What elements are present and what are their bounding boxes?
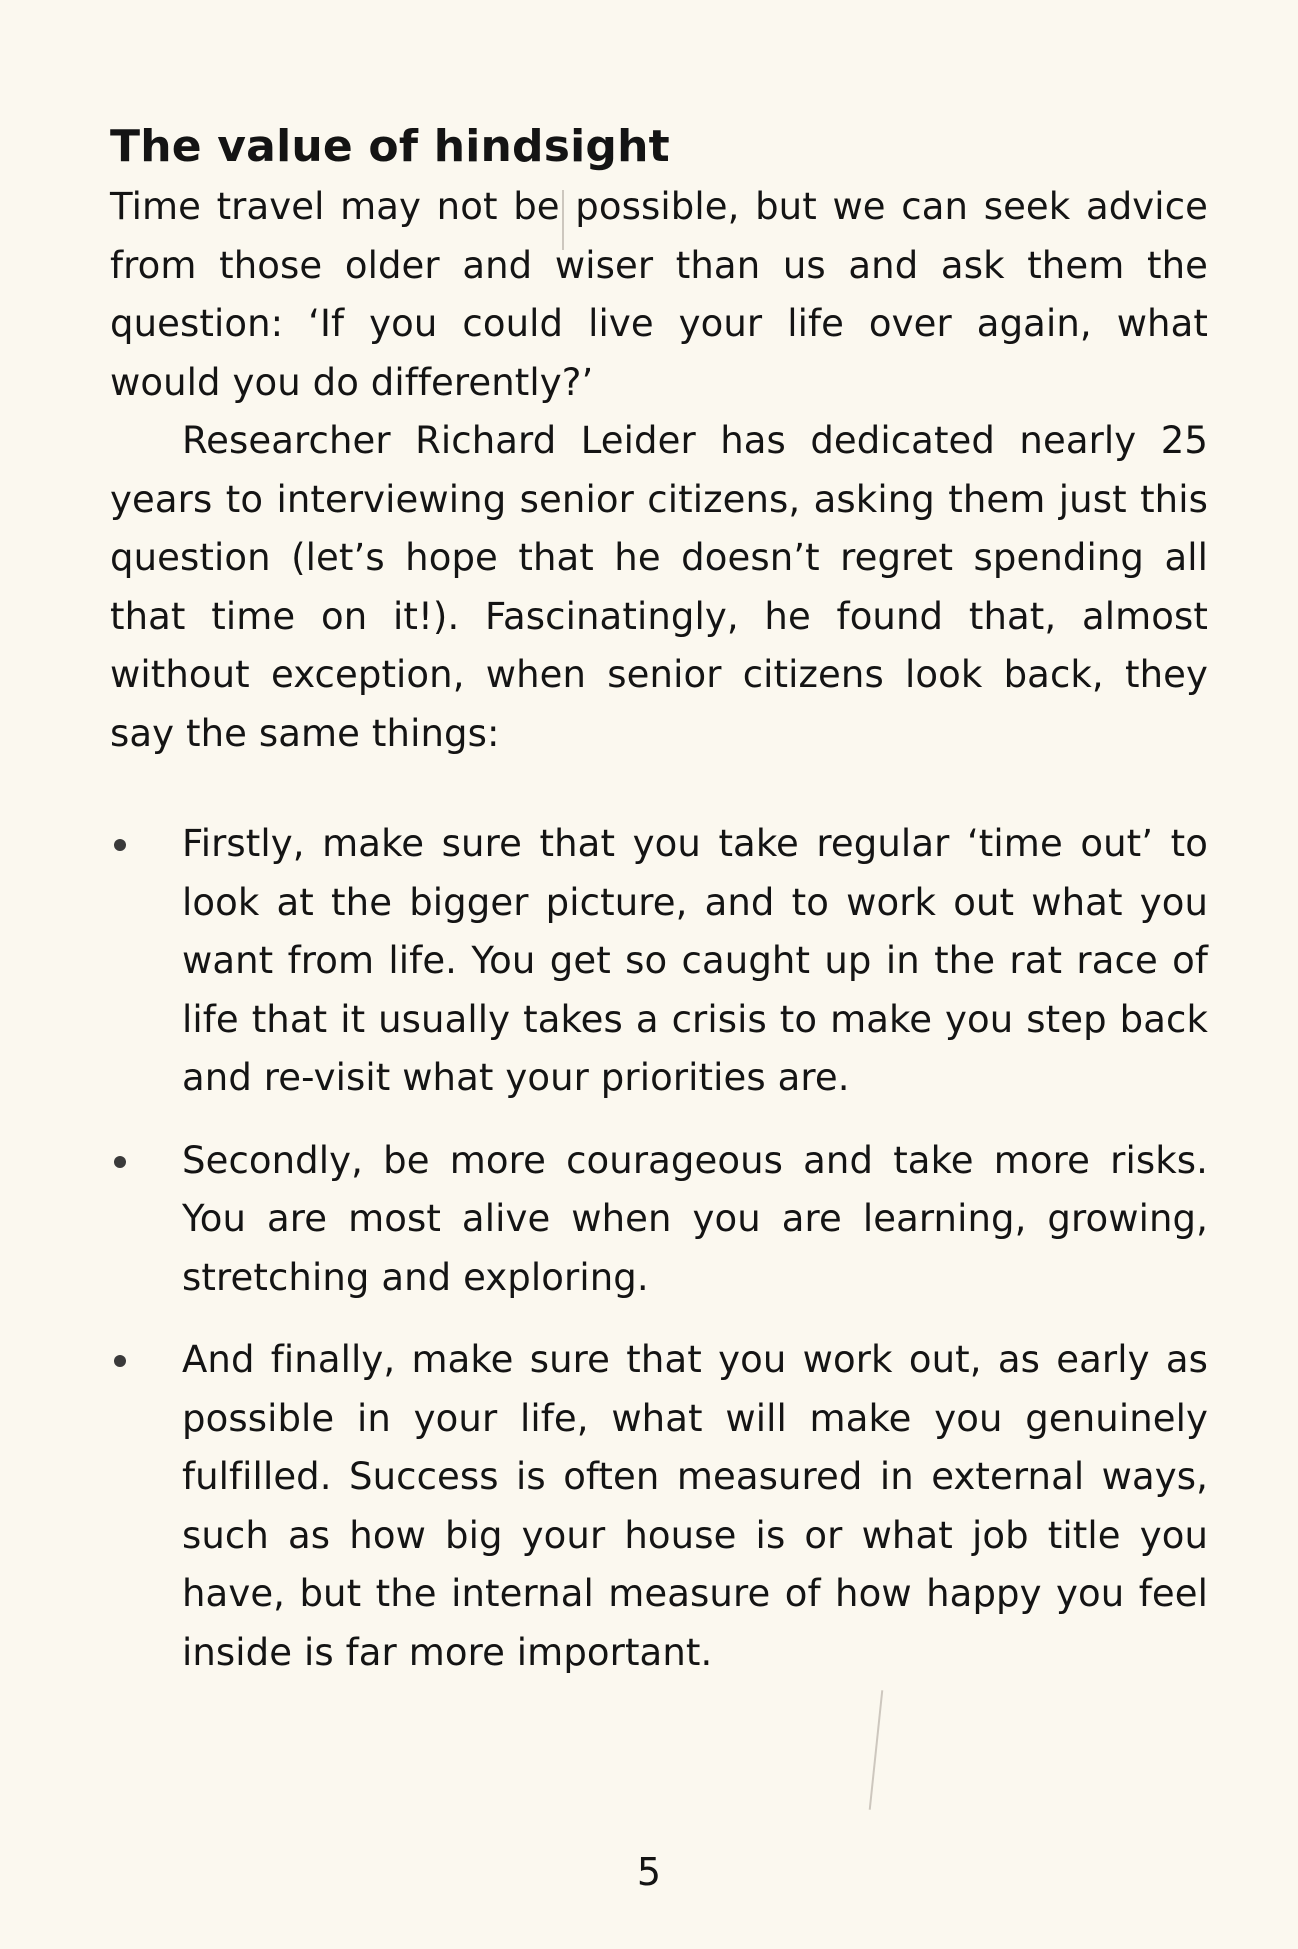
page-content [110,118,1208,1706]
intro-paragraph: Time travel may not be possible, but we can seek advice from those older and wiser than us and ask them the question: ‘If you could live your life over again, what would you do differently?’ [110,185,1208,404]
page-number: 5 [636,1850,662,1894]
list-item [110,1132,1208,1308]
bullet-icon [114,839,126,851]
list-item-text: Secondly, be more courageous and take more risks. You are most alive when you are learning, growing, stretching and exploring. [182,1138,1208,1299]
advice-list [110,815,1208,1682]
bullet-icon [114,1156,126,1168]
paper-crease [869,1690,884,1810]
list-item-text: Firstly, make sure that you take regular ‘time out’ to look at the bigger picture, and to work out what you want from life. You get so caught up in the rat race of life that it usually takes a crisis to make you step back and re-visit what your priorities are. [182,822,1208,1099]
list-item-text: And finally, make sure that you work out, as early as possible in your life, what will make you genuinely fulfilled. Success is often measured in external ways, such as how big your house is or what job title you have, but the internal measure of how happy you feel inside is far more important. [182,1338,1208,1674]
research-paragraph: Researcher Richard Leider has dedicated nearly 25 years to interviewing senior citizens, asking them just this question (let’s hope that he doesn’t regret spending all that time on it!). Fascinatingly, he found that, almost without exception, when senior citizens look back, they say the same things: [110,419,1208,755]
section-heading: The value of hindsight [110,121,670,172]
list-item [110,815,1208,1108]
list-item [110,1331,1208,1682]
bullet-icon [114,1355,126,1367]
